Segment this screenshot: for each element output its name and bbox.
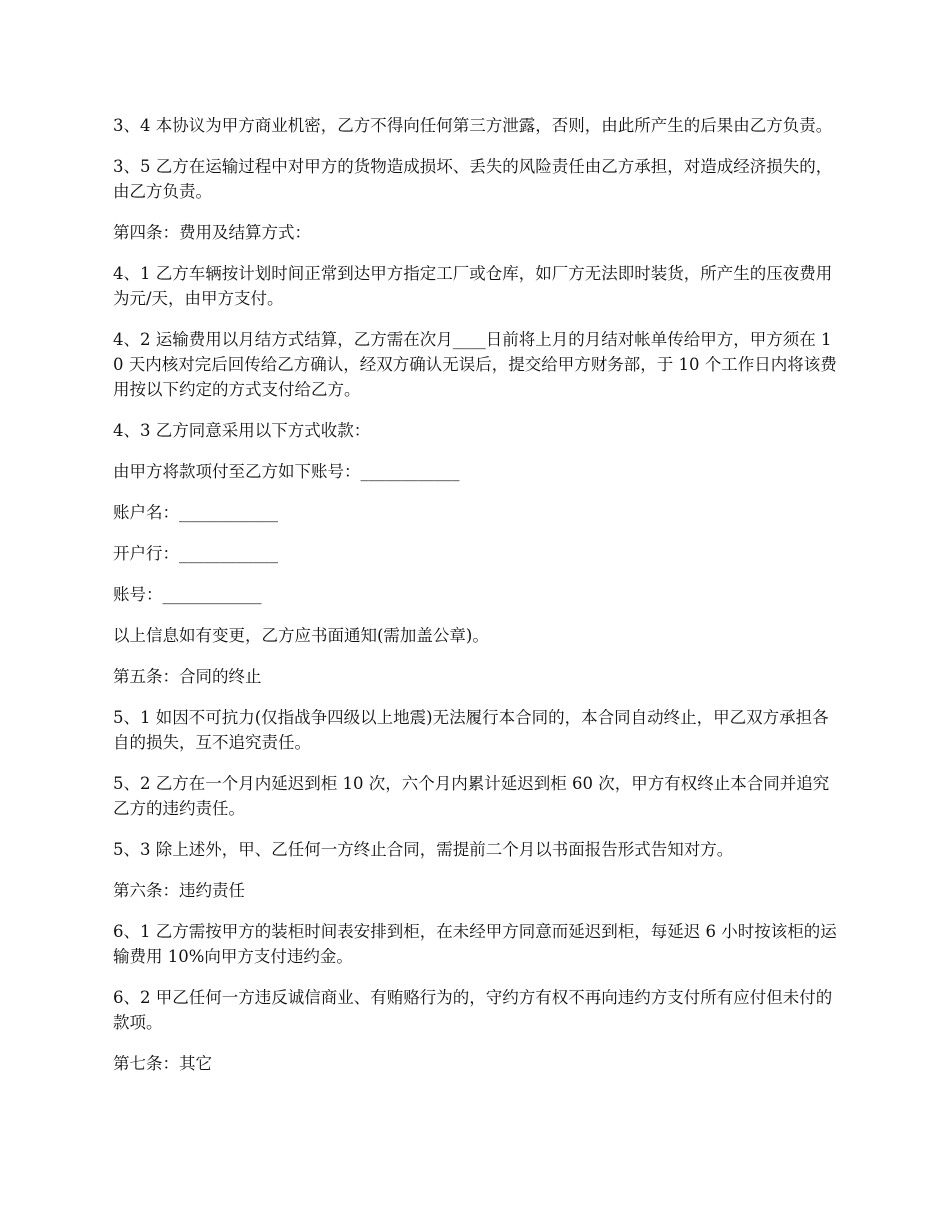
account-name-line: 账户名：____________ <box>113 503 278 522</box>
clause-4-2: 4、2 运输费用以月结方式结算，乙方需在次月____日前将上月的月结对帐单传给甲方，甲方须在 10 天内核对完后回传给乙方确认，经双方确认无误后，提交给甲方财务部，于 10 个工作日内将该费用按以下约定的方式支付给乙方。 <box>113 330 837 399</box>
clause-5-1: 5、1 如因不可抗力(仅指战争四级以上地震)无法履行本合同的，本合同自动终止，甲乙双方承担各自的损失，互不追究责任。 <box>113 708 829 752</box>
account-number-line: 账号：____________ <box>113 585 262 604</box>
article-5-heading: 第五条：合同的终止 <box>113 667 262 686</box>
article-4-heading: 第四条：费用及结算方式： <box>113 223 311 242</box>
clause-3-5: 3、5 乙方在运输过程中对甲方的货物造成损坏、丢失的风险责任由乙方承担，对造成经济损失的，由乙方负责。 <box>113 157 833 201</box>
payment-account-line: 由甲方将款项付至乙方如下账号：____________ <box>113 462 460 481</box>
clause-5-2: 5、2 乙方在一个月内延迟到柜 10 次，六个月内累计延迟到柜 60 次，甲方有权终止本合同并追究乙方的违约责任。 <box>113 774 830 818</box>
clause-5-3: 5、3 除上述外，甲、乙任何一方终止合同，需提前二个月以书面报告形式告知对方。 <box>113 840 734 859</box>
bank-line: 开户行：____________ <box>113 544 278 563</box>
clause-4-3: 4、3 乙方同意采用以下方式收款： <box>113 421 371 440</box>
article-7-heading: 第七条：其它 <box>113 1054 212 1073</box>
clause-4-1: 4、1 乙方车辆按计划时间正常到达甲方指定工厂或仓库，如厂方无法即时装货，所产生的压夜费用为元/天，由甲方支付。 <box>113 264 833 308</box>
document-body <box>113 113 841 1092</box>
article-6-heading: 第六条：违约责任 <box>113 881 245 900</box>
clause-6-1: 6、1 乙方需按甲方的装柜时间表安排到柜，在未经甲方同意而延迟到柜，每延迟 6 小时按该柜的运输费用 10%向甲方支付违约金。 <box>113 922 837 966</box>
change-notice: 以上信息如有变更，乙方应书面通知(需加盖公章)。 <box>113 626 489 645</box>
clause-3-4: 3、4 本协议为甲方商业机密，乙方不得向任何第三方泄露，否则，由此所产生的后果由乙方负责。 <box>113 116 833 135</box>
clause-6-2: 6、2 甲乙任何一方违反诚信商业、有贿赂行为的，守约方有权不再向违约方支付所有应付但未付的款项。 <box>113 988 833 1032</box>
